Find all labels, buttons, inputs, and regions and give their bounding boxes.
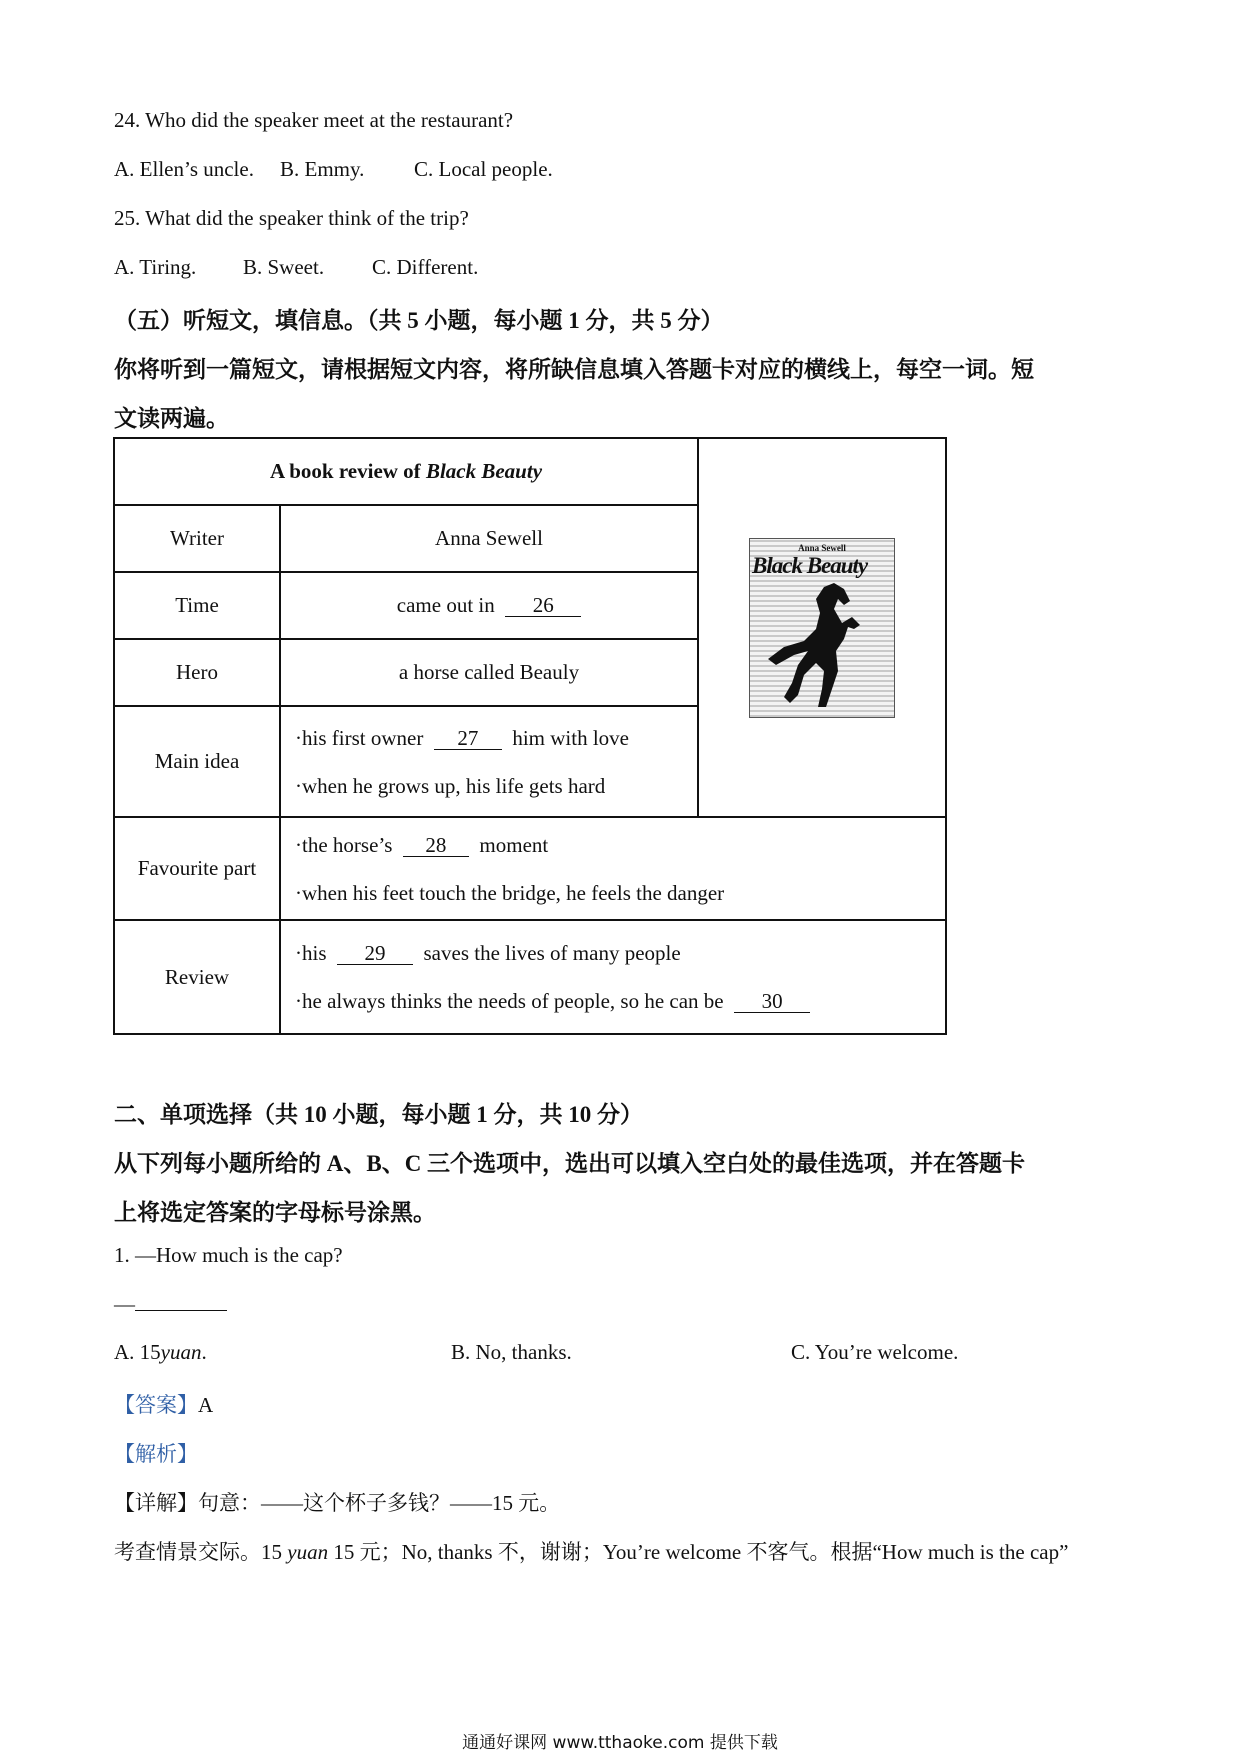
section5-instruction-2: 文读两遍。 [114, 406, 229, 431]
q24-options [114, 157, 553, 182]
section5-instruction-1: 你将听到一篇短文，请根据短文内容，将所缺信息填入答题卡对应的横线上，每空一词。短 [114, 357, 1034, 382]
favourite-part-value: ·the horse’s 28 moment ·when his feet touch the bridge, he feels the danger [280, 817, 946, 920]
q25-option-c: C. Different. [372, 255, 479, 279]
book-review-table [113, 437, 947, 1035]
q1-stem: 1. —How much is the cap? [114, 1243, 343, 1267]
section2-instruction-2: 上将选定答案的字母标号涂黑。 [114, 1200, 436, 1225]
main-idea-value: ·his first owner 27 him with love ·when he grows up, his life gets hard [280, 706, 698, 817]
blank-27: 27 [434, 727, 502, 750]
book-title: Black Beauty [425, 459, 543, 483]
q1-option-a: A. 15yuan. [114, 1340, 207, 1364]
q1-blank [135, 1310, 227, 1311]
blank-26: 26 [505, 594, 581, 617]
q24-option-a: A. Ellen’s uncle. [114, 157, 254, 181]
q1-option-b: B. No, thanks. [451, 1340, 572, 1364]
main-idea-label: Main idea [114, 706, 280, 817]
hero-label: Hero [114, 639, 280, 706]
writer-label: Writer [114, 505, 280, 572]
q1-explanation: 考查情景交际。15 yuan 15 元；No, thanks 不，谢谢；You’re welcome 不客气。根据“How much is the cap” [114, 1540, 1069, 1564]
section2-instruction-1: 从下列每小题所给的 A、B、C 三个选项中，选出可以填入空白处的最佳选项，并在答题卡 [114, 1151, 1026, 1176]
rearing-horse-icon [764, 579, 880, 711]
favourite-part-label: Favourite part [114, 817, 280, 920]
q1-answer [114, 1389, 213, 1419]
hero-value: a horse called Beauly [280, 639, 698, 706]
q25-option-a: A. Tiring. [114, 255, 197, 279]
table-title: A book review of Black Beauty [114, 438, 698, 505]
blank-29: 29 [337, 942, 413, 965]
cover-cell [698, 438, 946, 817]
q1-analysis: 【解析】 [114, 1442, 198, 1466]
time-value: came out in 26 [280, 572, 698, 639]
q25-option-b: B. Sweet. [243, 255, 325, 279]
time-label: Time [114, 572, 280, 639]
review-value: ·his 29 saves the lives of many people ·he always thinks the needs of people, so he can be 30 [280, 920, 946, 1034]
q24-option-c: C. Local people. [414, 157, 553, 181]
writer-value: Anna Sewell [280, 505, 698, 572]
blank-30: 30 [734, 990, 810, 1013]
blank-28: 28 [403, 834, 469, 857]
q1-option-c: C. You’re welcome. [791, 1340, 959, 1364]
answer-value: A [198, 1393, 214, 1417]
section5-heading: （五）听短文，填信息。（共 5 小题，每小题 1 分，共 5 分） [114, 308, 724, 333]
q25-stem: 25. What did the speaker think of the trip? [114, 206, 469, 230]
q1-response: — [114, 1292, 227, 1317]
answer-tag: 【答案】 [114, 1393, 198, 1417]
section2-heading: 二、单项选择（共 10 小题，每小题 1 分，共 10 分） [114, 1102, 643, 1127]
q24-option-b: B. Emmy. [280, 157, 365, 181]
book-cover-image: Anna Sewell Black Beauty [749, 538, 895, 718]
q1-detail: 【详解】句意：——这个杯子多钱？——15 元。 [114, 1491, 561, 1515]
detail-tag: 【详解】 [114, 1491, 198, 1515]
review-label: Review [114, 920, 280, 1034]
q24-stem: 24. Who did the speaker meet at the restaurant? [114, 108, 514, 132]
footer-watermark: 通通好课网 www.tthaoke.com 提供下载 [462, 1733, 778, 1753]
q1-options [114, 1340, 958, 1365]
q25-options [114, 255, 478, 280]
